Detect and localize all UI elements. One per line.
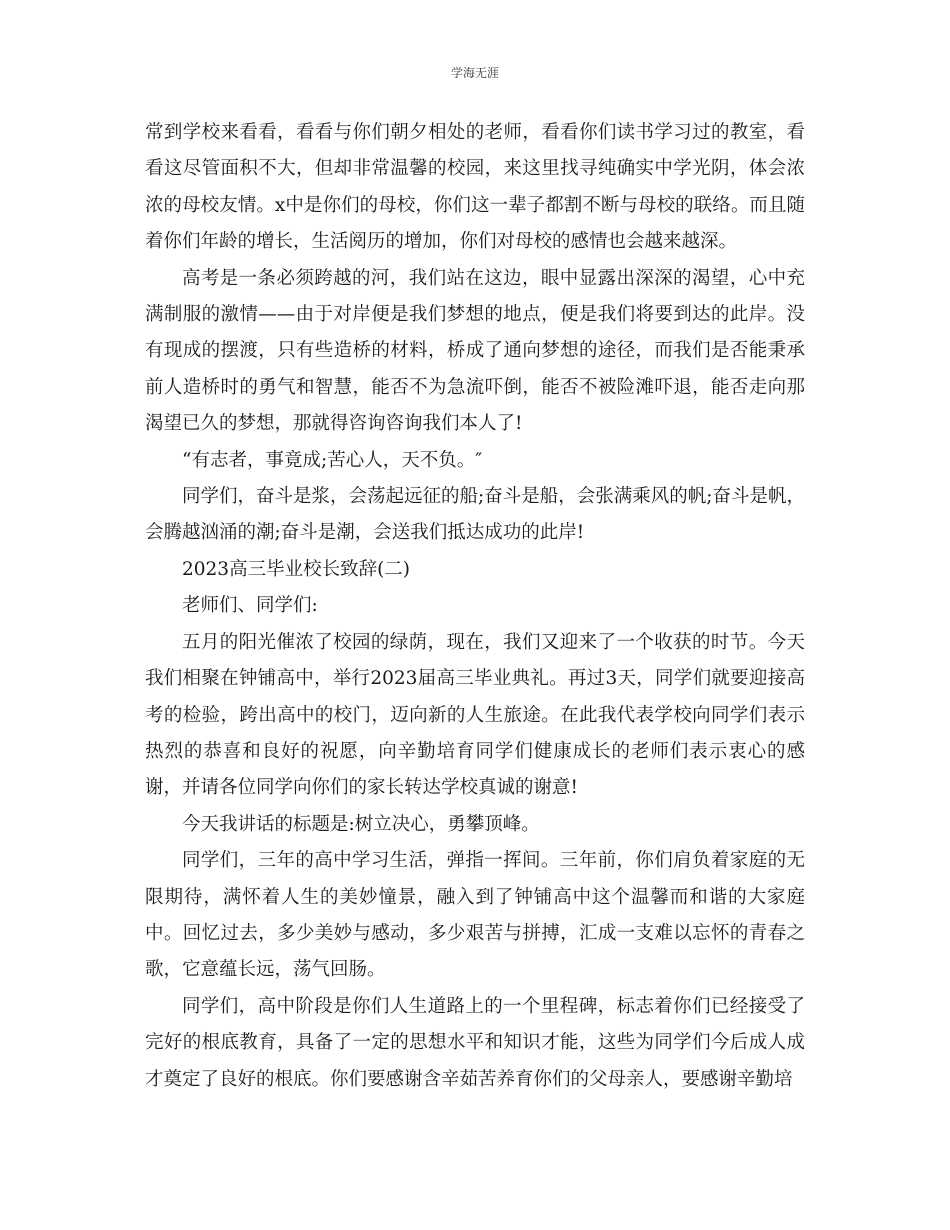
- paragraph: 高考是一条必须跨越的河，我们站在这边，眼中显露出深深的渴望，心中充满制服的激情——由于对岸便是我们梦想的地点，便是我们将要到达的此岸。没有现成的摆渡，只有些造桥的材料，桥成了通向梦想的途径，而我们是否能秉承前人造桥时的勇气和智慧，能否不为急流吓倒，能否不被险滩吓退，能否走向那渴望已久的梦想，那就得咨询咨询我们本人了!: [145, 267, 805, 435]
- paragraph: 同学们，三年的高中学习生活，弹指一挥间。三年前，你们肩负着家庭的无限期待，满怀着人生的美妙憧景，融入到了钟铺高中这个温馨而和谐的大家庭中。回忆过去，多少美妙与感动，多少艰苦与拼搏，汇成一支难以忘怀的青春之歌，它意蕴长远，荡气回肠。: [145, 850, 805, 981]
- paragraph: 五月的阳光催浓了校园的绿荫，现在，我们又迎来了一个收获的时节。今天我们相聚在钟铺高中，举行2023届高三毕业典礼。再过3天，同学们就要迎接高考的检验，跨出高中的校门，迈向新的人生旅途。在此我代表学校向同学们表示热烈的恭喜和良好的祝愿，向辛勤培育同学们健康成长的老师们表示衷心的感谢，并请各位同学向你们的家长转达学校真诚的谢意!: [145, 631, 805, 799]
- paragraph: 今天我讲话的标题是:树立决心，勇攀顶峰。: [182, 813, 540, 835]
- paragraph: 同学们，奋斗是浆，会荡起远征的船;奋斗是船，会张满乘风的帆;奋斗是帆，会腾越汹涌的潮;奋斗是潮，会送我们抵达成功的此岸!: [145, 486, 805, 544]
- document-body: [145, 115, 805, 1098]
- section-title: 2023高三毕业校长致辞(二): [182, 558, 411, 580]
- salutation: 老师们、同学们:: [182, 595, 318, 617]
- paragraph: 同学们，高中阶段是你们人生道路上的一个里程碑，标志着你们已经接受了完好的根底教育，具备了一定的思想水平和知识才能，这些为同学们今后成人成才奠定了良好的根底。你们要感谢含辛茹苦养育你们的父母亲人，要感谢辛勤培: [145, 995, 805, 1090]
- page-header: 学海无涯: [450, 66, 499, 80]
- quote-paragraph: “有志者，事竟成;苦心人，天不负。″: [182, 449, 483, 471]
- paragraph: 常到学校来看看，看看与你们朝夕相处的老师，看看你们读书学习过的教室，看看这尽管面积不大，但却非常温馨的校园，来这里找寻纯确实中学光阴，体会浓浓的母校友情。x中是你们的母校，你们这一辈子都割不断与母校的联络。而且随着你们年龄的增长，生活阅历的增加，你们对母校的感情也会越来越深。: [145, 122, 805, 253]
